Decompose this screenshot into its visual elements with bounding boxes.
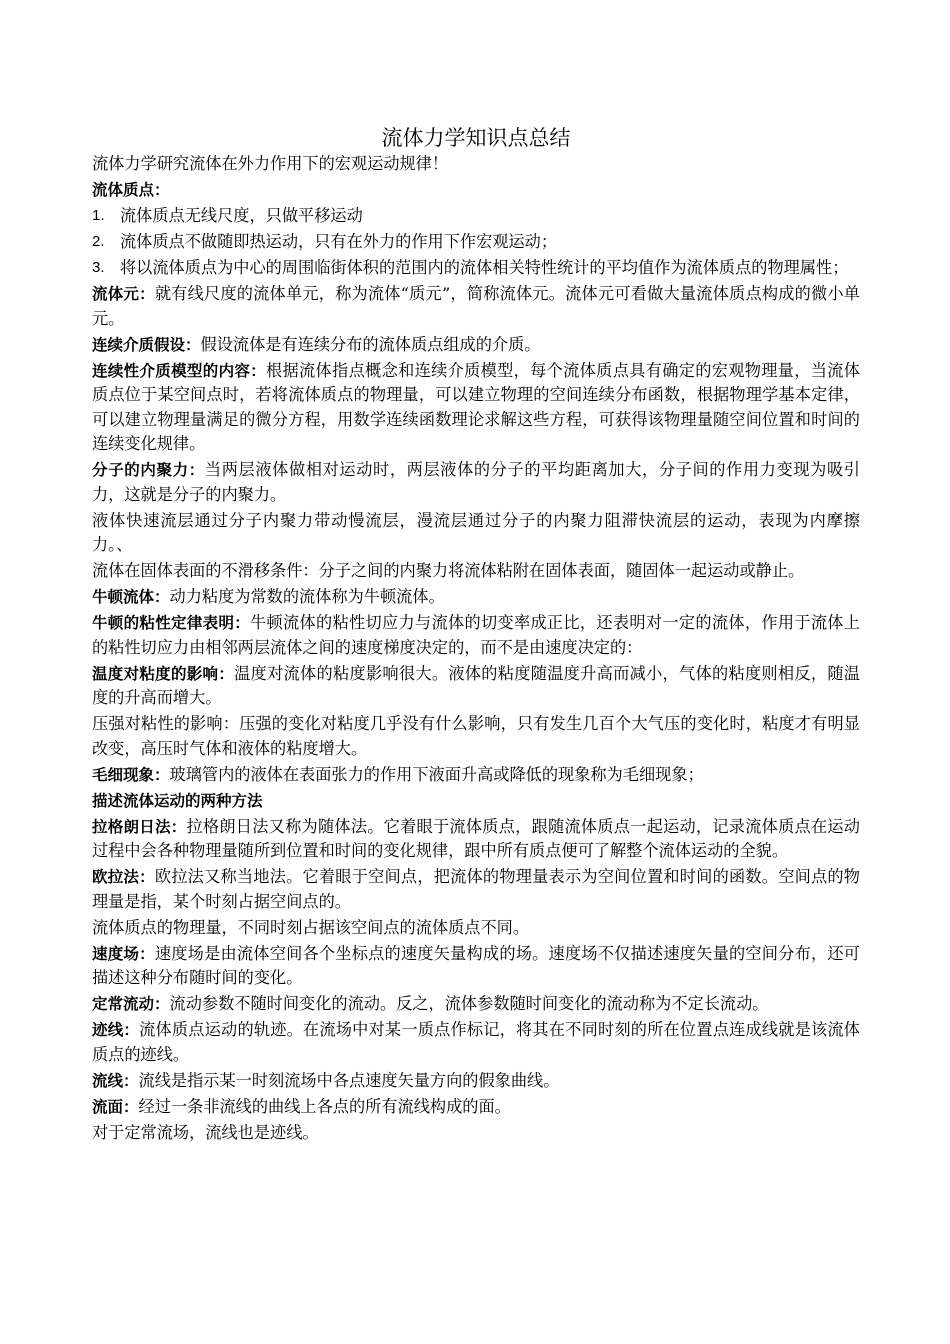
- list-item-text: 流体质点不做随即热运动，只有在外力的作用下作宏观运动；: [120, 232, 558, 251]
- paragraph-stream-surface: [92, 1095, 860, 1120]
- paragraph-temperature-effect: [92, 662, 860, 711]
- term-label: 流线：: [92, 1071, 139, 1090]
- paragraph-text: 速度场是由流体空间各个坐标点的速度矢量构成的场。速度场不仅描述速度矢量的空间分布，还可描述这种分布随时间的变化。: [92, 943, 860, 987]
- paragraph-text: 当两层液体做相对运动时，两层液体的分子的平均距离加大，分子间的作用力变现为吸引力，这就是分子的内聚力。: [92, 460, 860, 504]
- term-label: 迹线：: [92, 1021, 140, 1039]
- paragraph-text: 玻璃管内的液体在表面张力的作用下液面升高或降低的现象称为毛细现象；: [169, 764, 704, 784]
- particle-heading: [92, 178, 860, 203]
- paragraph-no-slip: [92, 559, 860, 584]
- paragraph-internal-friction: [92, 509, 860, 558]
- term-label: 毛细现象：: [92, 765, 170, 784]
- paragraph-text: 欧拉法又称当地法。它着眼于空间点，把流体的物理量表示为空间位置和时间的函数。空间点的物理量是指，某个时刻占据空间点的。: [92, 867, 860, 911]
- paragraph-continuum-hypothesis: [92, 333, 860, 358]
- list-number: 3.: [92, 259, 105, 276]
- list-item: [92, 256, 860, 281]
- paragraph-text: 牛顿流体的粘性切应力与流体的切变率成正比，还表明对一定的流体，作用于流体上的粘性切应力由相邻两层流体之间的速度梯度决定的，而不是由速度决定的：: [92, 613, 860, 657]
- paragraph-lagrangian: [92, 815, 860, 864]
- term-label: 拉格朗日法：: [92, 817, 187, 836]
- term-label: 连续性介质模型的内容：: [92, 361, 267, 380]
- paragraph-newtonian-fluid: [92, 585, 860, 610]
- term-label: 分子的内聚力：: [92, 461, 205, 479]
- intro-text: 流体力学研究流体在外力作用下的宏观运动规律！: [92, 154, 449, 173]
- paragraph-text: 流线是指示某一时刻流场中各点速度矢量方向的假象曲线。: [138, 1070, 560, 1090]
- paragraph-text: 对于定常流场，流线也是迹线。: [92, 1122, 319, 1142]
- paragraph-text: 温度对流体的粘度影响很大。液体的粘度随温度升高而减小，气体的粘度则相反，随温度的升高而增大。: [92, 663, 860, 707]
- paragraph-text: 根据流体指点概念和连续介质模型，每个流体质点具有确定的宏观物理量，当流体质点位于某空间点时，若将流体质点的物理量，可以建立物理的空间连续分布函数，根据物理学基本定律，可以建立物理量满足的微分方程，用数学连续函数理论求解这些方程，可获得该物理量随空间位置和时间的连续变化规律。: [92, 360, 860, 453]
- paragraph-steady-flow: [92, 992, 860, 1017]
- list-item-text: 流体质点无线尺度，只做平移运动: [120, 206, 363, 225]
- paragraph-text: 经过一条非流线的曲线上各点的所有流线构成的面。: [138, 1096, 511, 1116]
- list-number: 1.: [92, 207, 105, 224]
- term-label: 牛顿的粘性定律表明：: [92, 614, 251, 632]
- paragraph-viscosity-law: [92, 611, 860, 660]
- paragraph-cohesion: [92, 458, 860, 507]
- paragraph-eulerian: [92, 865, 860, 914]
- list-item: [92, 204, 860, 229]
- paragraph-capillarity: [92, 763, 860, 788]
- term-label: 流体质点：: [92, 181, 170, 199]
- paragraph-continuum-model: [92, 359, 860, 457]
- list-item: [92, 230, 860, 255]
- particle-list: [92, 204, 860, 281]
- paragraph-text: 流体在固体表面的不滑移条件：分子之间的内聚力将流体粘附在固体表面，随固体一起运动或静止。: [92, 561, 805, 580]
- section-heading-methods: [92, 789, 860, 814]
- list-item-text: 将以流体质点为中心的周围临街体积的范围内的流体相关特性统计的平均值作为流体质点的物理属性；: [120, 258, 849, 277]
- paragraph-text: 流动参数不随时间变化的流动。反之，流体参数随时间变化的流动称为不定长流动。: [169, 994, 769, 1013]
- term-label: 定常流动：: [92, 995, 170, 1013]
- term-label: 速度场：: [92, 944, 155, 963]
- term-label: 连续介质假设：: [92, 335, 201, 354]
- paragraph-streamline: [92, 1069, 860, 1094]
- term-label: 牛顿流体：: [92, 588, 170, 606]
- term-label: 温度对粘度的影响：: [92, 664, 235, 683]
- paragraph-velocity-field: [92, 942, 860, 991]
- paragraph-steady-streamline: [92, 1121, 860, 1146]
- term-label: 描述流体运动的两种方法: [92, 791, 263, 810]
- paragraph-text: 就有线尺度的流体单元，称为流体“质元”，简称流体元。流体元可看做大量流体质点构成的微小单元。: [92, 284, 860, 328]
- paragraph-text: 拉格朗日法又称为随体法。它着眼于流体质点，跟随流体质点一起运动，记录流体质点在运动过程中会各种物理量随所到位置和时间的变化规律，跟中所有质点便可了解整个流体运动的全貌。: [92, 816, 860, 860]
- term-label: 流面：: [92, 1097, 139, 1116]
- document-page: [92, 124, 860, 1147]
- paragraph-text: 假设流体是有连续分布的流体质点组成的介质。: [200, 334, 541, 354]
- paragraph-pressure-effect: [92, 712, 860, 761]
- paragraph-particle-quantity: [92, 916, 860, 941]
- paragraph-text: 流体质点的物理量，不同时刻占据该空间点的流体质点不同。: [92, 917, 530, 937]
- list-number: 2.: [92, 233, 105, 250]
- term-label: 流体元：: [92, 285, 155, 303]
- paragraph-text: 液体快速流层通过分子内聚力带动慢流层，漫流层通过分子的内聚力阻滞快流层的运动，表现为内摩擦力。、: [92, 510, 860, 554]
- paragraph-fluid-element: [92, 282, 860, 331]
- page-title: 流体力学知识点总结: [381, 126, 571, 150]
- term-label: 欧拉法：: [92, 868, 155, 886]
- paragraph-text: 动力粘度为常数的流体称为牛顿流体。: [169, 587, 445, 606]
- paragraph-text: 压强对粘性的影响：压强的变化对粘度几乎没有什么影响，只有发生几百个大气压的变化时，粘度才有明显改变，高压时气体和液体的粘度增大。: [92, 714, 860, 758]
- paragraph-pathline: [92, 1018, 860, 1067]
- paragraph-text: 流体质点运动的轨迹。在流场中对某一质点作标记，将其在不同时刻的所在位置点连成线就是该流体质点的迹线。: [92, 1020, 860, 1064]
